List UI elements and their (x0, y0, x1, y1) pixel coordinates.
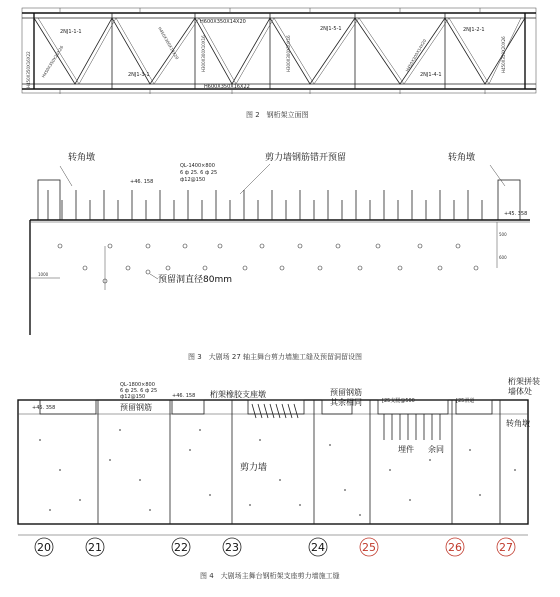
diag-label-2: H450X300X14X20 (157, 26, 180, 61)
top-chord-label: H600X350X14X20 (200, 19, 246, 25)
same-label: 余同 (428, 445, 444, 454)
member-label-b: 2NJ1-3-1 (128, 72, 150, 78)
shear-wall-joint-plan (30, 151, 530, 361)
dim-left: 1000 (38, 272, 49, 277)
elevation-left: +46. 158 (130, 179, 154, 185)
svg-text:22: 22 (174, 541, 188, 554)
corner-pier-right-label: 转角墩 (448, 153, 476, 163)
ql-spec-4-1: QL-1800×800 (120, 382, 155, 388)
bearing-shear-wall-section (18, 376, 540, 535)
truss-wall-label-2: 墙体处 (508, 387, 532, 396)
svg-text:21: 21 (88, 541, 102, 554)
axis-22 (172, 538, 190, 556)
corner-pier-left-label: 转角墩 (68, 153, 96, 163)
dim-right-1: 500 (499, 232, 507, 237)
elevation-right: +45. 358 (504, 211, 528, 217)
fig2-caption: 图 2 钢桁架立面图 (246, 111, 309, 119)
ql-spec-1: QL-1400×800 (180, 163, 215, 169)
diag-label-1: H450X350X20X26 (40, 44, 65, 79)
rebar-stagger-note: 剪力墙钢筋错开预留 (265, 153, 347, 163)
svg-text:23: 23 (225, 541, 239, 554)
elevation-4-left: +45. 358 (32, 405, 56, 411)
fig4-caption: 图 4 大剧场主舞台钢桁架支座剪力墙施工缝 (200, 572, 340, 580)
axis-27 (497, 538, 515, 556)
grid-axes (35, 538, 515, 556)
ql-spec-4-3: ф12@150 (120, 394, 146, 400)
bottom-chord-label: H600X350X16X22 (204, 84, 250, 90)
reserve-rebar-right: 预留钢筋 (330, 388, 362, 397)
diag-label-3: H300X300X10X16 (201, 35, 206, 72)
channel-leg-label: [25支腿@500 (382, 398, 415, 404)
svg-text:27: 27 (499, 541, 513, 554)
corner-pier-4-label: 转角墩 (506, 419, 530, 428)
truss-elevation (22, 8, 536, 119)
axis-23 (223, 538, 241, 556)
diag-label-4: H300X300X10X16 (286, 35, 291, 72)
axis-21 (86, 538, 104, 556)
fig3-caption: 图 3 大剧场 27 轴主舞台剪力墙施工缝及预留洞留设图 (188, 353, 363, 361)
member-label-a: 2NJ1-1-1 (60, 29, 82, 35)
svg-text:20: 20 (37, 541, 51, 554)
ql-spec-2: 6 ф 25. 6 ф 25 (180, 170, 218, 176)
same-other-label: 其余相同 (330, 398, 362, 407)
member-label-e: 2NJ1-4-1 (420, 72, 442, 78)
ql-spec-4-2: 6 ф 25. 6 ф 25 (120, 388, 158, 394)
shear-wall-label: 剪力墙 (240, 463, 268, 473)
dim-right-2: 600 (499, 255, 507, 260)
channel-slide-label: [25滑道 (456, 398, 475, 404)
member-label-d: 2NJ1-2-1 (463, 27, 485, 33)
left-post-label: H450X350X16X22 (26, 51, 31, 88)
diag-label-6: H450X350X20X26 (501, 36, 506, 73)
reserve-rebar-left: 预留钢筋 (120, 403, 152, 412)
svg-text:25: 25 (362, 541, 376, 554)
diag-label-5: H450X300X14X20 (404, 38, 428, 73)
axis-25 (360, 538, 378, 556)
member-label-c: 2NJ1-5-1 (320, 26, 342, 32)
axis-20 (35, 538, 53, 556)
elevation-4-mid: +46. 158 (172, 393, 196, 399)
truss-wall-label-1: 桁架拼装 (508, 377, 540, 386)
reserved-hole-note: 预留洞直径80mm (158, 275, 232, 285)
svg-text:24: 24 (311, 541, 325, 554)
axis-26 (446, 538, 464, 556)
svg-text:26: 26 (448, 541, 462, 554)
ql-spec-3: ф12@150 (180, 177, 206, 183)
embed-label: 埋件 (398, 445, 414, 454)
bearing-pier-label: 桁架橡胶支座墩 (210, 390, 266, 399)
axis-24 (309, 538, 327, 556)
